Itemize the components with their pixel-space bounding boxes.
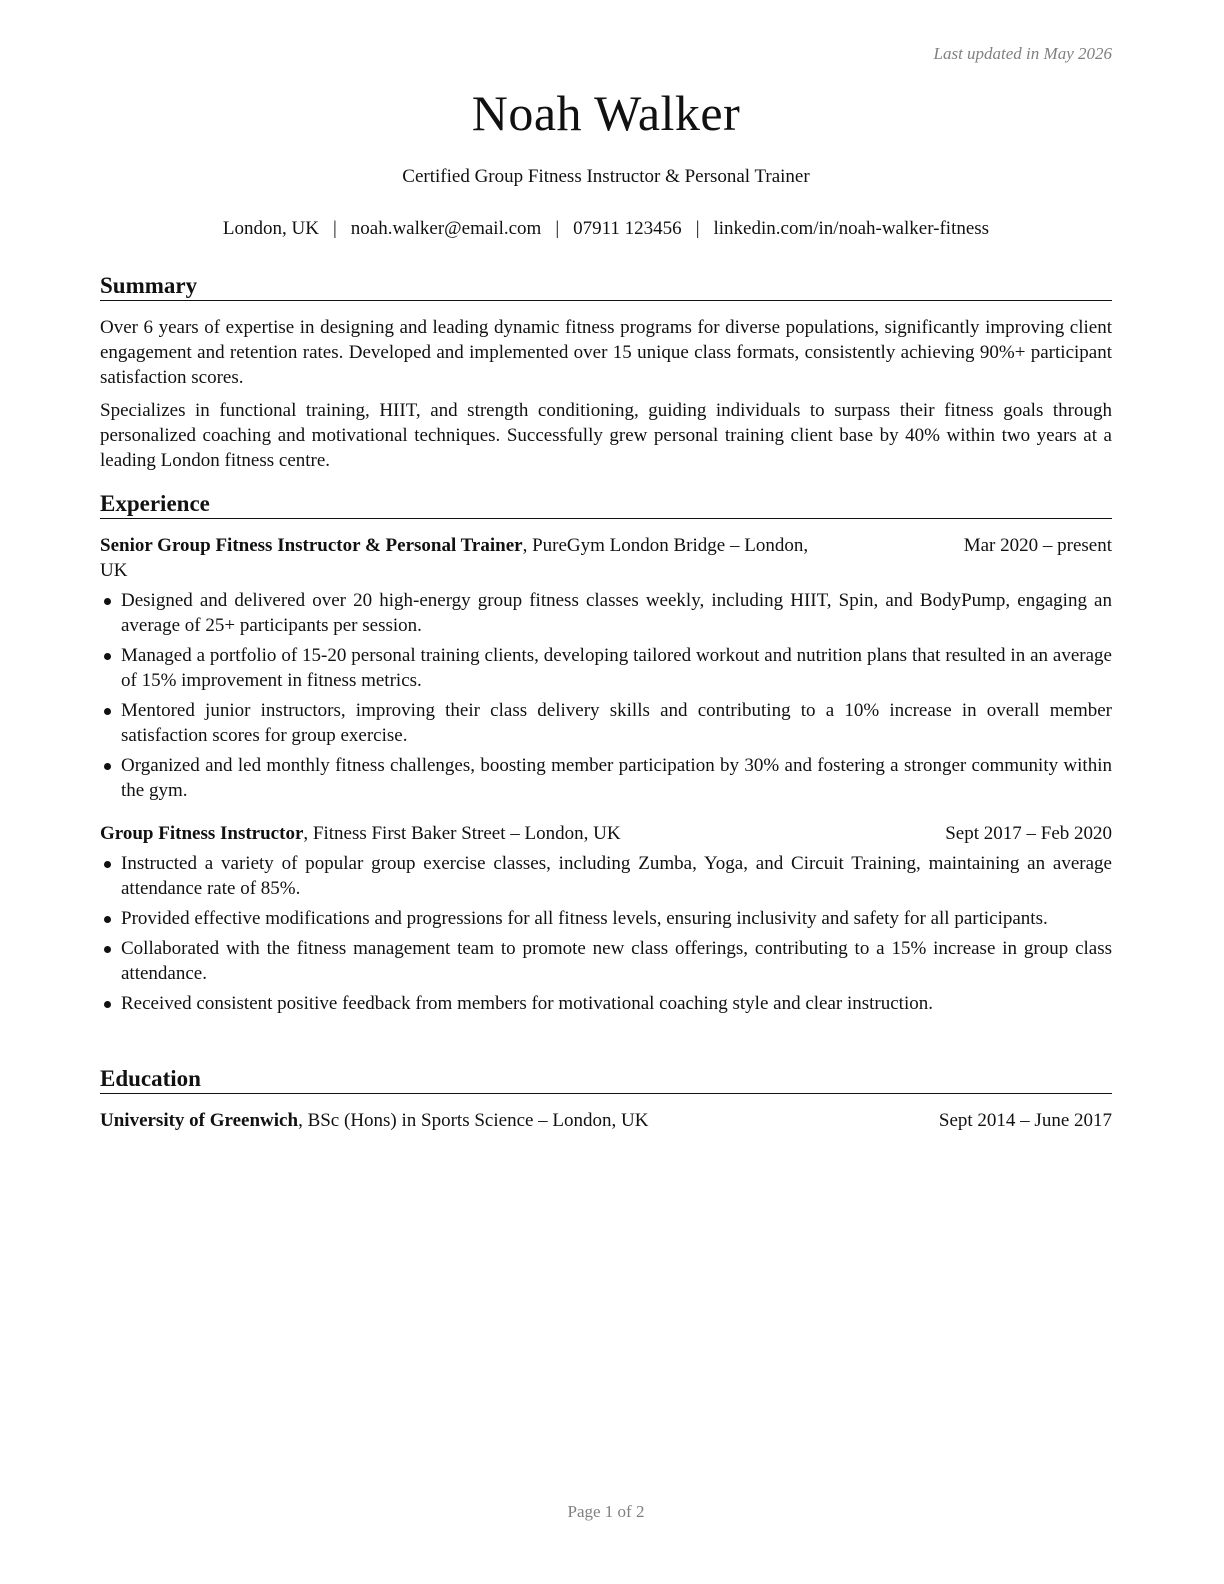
education-heading: Education	[100, 1065, 1112, 1094]
contact-email[interactable]: noah.walker@email.com	[350, 218, 542, 239]
bullet-text: Instructed a variety of popular group exercise classes, including Zumba, Yoga, and Circuit Training, maintaining an average attendance rate of 85%.	[121, 853, 1112, 899]
candidate-name: Noah Walker	[471, 85, 741, 141]
job-company-continued: UK	[100, 560, 128, 581]
bullet-icon	[104, 763, 111, 770]
job-bullets	[100, 588, 1112, 803]
bullet-text: Collaborated with the fitness management team to promote new class offerings, contributing to a 15% increase in group class attendance.	[121, 938, 1112, 984]
job-role: Senior Group Fitness Instructor & Personal Trainer	[100, 535, 523, 556]
job-company: , Fitness First Baker Street – London, UK	[303, 823, 621, 844]
bullet-text: Mentored junior instructors, improving their class delivery skills and contributing to a 10% increase in overall member satisfaction scores for group exercise.	[121, 700, 1112, 746]
headline: Certified Group Fitness Instructor & Personal Trainer	[402, 166, 810, 187]
job-company: , PureGym London Bridge – London,	[522, 535, 809, 556]
bullet-icon	[104, 653, 111, 660]
page-number: Page 1 of 2	[567, 1502, 645, 1521]
job-dates: Mar 2020 – present	[963, 535, 1112, 556]
list-item	[100, 753, 1112, 803]
list-item	[100, 851, 1112, 901]
job-entry	[100, 821, 1112, 1016]
job-header	[100, 821, 1112, 846]
resume-page	[100, 0, 1112, 1584]
contact-location: London, UK	[222, 218, 319, 239]
bullet-text: Received consistent positive feedback from members for motivational coaching style and clear instruction.	[121, 993, 933, 1014]
education-detail: , BSc (Hons) in Sports Science – London, UK	[298, 1110, 649, 1131]
bullet-icon	[104, 708, 111, 715]
list-item	[100, 643, 1112, 693]
contact-line	[100, 218, 1112, 240]
summary-section	[100, 272, 1112, 473]
summary-heading: Summary	[100, 272, 1112, 301]
education-dates: Sept 2014 – June 2017	[938, 1110, 1112, 1131]
job-role: Group Fitness Instructor	[100, 823, 304, 844]
education-section	[100, 1065, 1112, 1133]
list-item	[100, 991, 1112, 1016]
job-header	[100, 533, 1112, 583]
bullet-icon	[104, 946, 111, 953]
contact-linkedin[interactable]: linkedin.com/in/noah-walker-fitness	[713, 218, 990, 239]
education-entry	[100, 1108, 1112, 1133]
list-item	[100, 906, 1112, 931]
contact-separator: |	[332, 218, 337, 239]
summary-paragraph: Over 6 years of expertise in designing and leading dynamic fitness programs for diverse populations, significantly improving client engagement and retention rates. Developed and implemented over 15 unique class formats, consistently achieving 90%+ participant satisfaction scores.	[100, 317, 1112, 388]
bullet-icon	[104, 861, 111, 868]
bullet-icon	[104, 1001, 111, 1008]
last-updated: Last updated in May 2026	[933, 44, 1112, 63]
list-item	[100, 698, 1112, 748]
contact-separator: |	[695, 218, 700, 239]
bullet-text: Designed and delivered over 20 high-energy group fitness classes weekly, including HIIT, Spin, and BodyPump, engaging an average of 25+ participants per session.	[121, 590, 1112, 636]
job-title-line	[100, 533, 890, 583]
job-entry	[100, 533, 1112, 803]
contact-separator: |	[555, 218, 560, 239]
experience-section	[100, 490, 1112, 1016]
job-dates: Sept 2017 – Feb 2020	[945, 823, 1112, 844]
bullet-text: Provided effective modifications and progressions for all fitness levels, ensuring inclusivity and safety for all participants.	[121, 908, 1048, 929]
bullet-icon	[104, 916, 111, 923]
job-bullets	[100, 851, 1112, 1016]
experience-heading: Experience	[100, 490, 1112, 519]
bullet-icon	[104, 598, 111, 605]
list-item	[100, 936, 1112, 986]
education-school: University of Greenwich	[100, 1110, 299, 1131]
list-item	[100, 588, 1112, 638]
bullet-text: Managed a portfolio of 15-20 personal training clients, developing tailored workout and nutrition plans that resulted in an average of 15% improvement in fitness metrics.	[121, 645, 1112, 691]
contact-phone: 07911 123456	[573, 218, 682, 239]
summary-paragraph: Specializes in functional training, HIIT, and strength conditioning, guiding individuals to surpass their fitness goals through personalized coaching and motivational techniques. Successfully grew personal training client base by 40% within two years at a leading London fitness centre.	[100, 400, 1112, 471]
bullet-text: Organized and led monthly fitness challenges, boosting member participation by 30% and fostering a stronger community within the gym.	[121, 755, 1112, 801]
